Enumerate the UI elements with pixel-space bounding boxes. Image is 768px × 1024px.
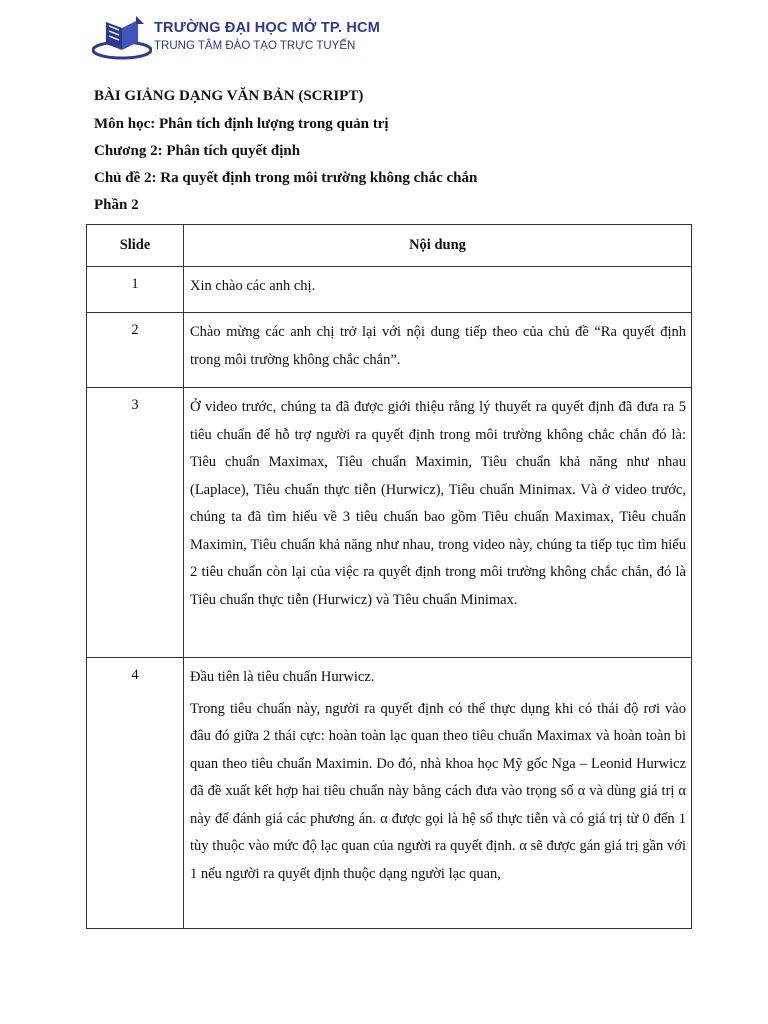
table-row: [87, 388, 692, 658]
subject-heading: Môn học: Phân tích định lượng trong quản trị: [94, 116, 389, 132]
topic-heading: Chủ đề 2: Ra quyết định trong môi trường không chắc chắn: [94, 170, 478, 186]
content-paragraph: Xin chào các anh chị.: [190, 278, 316, 294]
table-row: [87, 658, 692, 929]
slide-content: [184, 658, 692, 929]
slide-content: [184, 388, 692, 658]
content-paragraph: Ở video trước, chúng ta đã được giới thiệu rằng lý thuyết ra quyết định đã đưa ra 5 tiêu chuẩn để hỗ trợ người ra quyết định trong môi trường không chắc chắn đó là: Tiêu chuẩn Maximax, Tiêu chuẩn Maximin, Tiêu chuẩn khả năng như nhau (Laplace), Tiêu chuẩn thực tiễn (Hurwicz), Tiêu chuẩn Minimax. Và ở video trước, chúng ta đã tìm hiểu về 3 tiêu chuẩn bao gồm Tiêu chuẩn Maximax, Tiêu chuẩn Maximin, Tiêu chuẩn khả năng như nhau, trong video này, chúng ta tiếp tục tìm hiểu 2 tiêu chuẩn còn lại của việc ra quyết định trong môi trường không chắc chắn, đó là Tiêu chuẩn thực tiễn (Hurwicz) và Tiêu chuẩn Minimax.: [190, 399, 686, 608]
slide-number: 2: [87, 313, 184, 388]
document-type-heading: BÀI GIẢNG DẠNG VĂN BẢN (SCRIPT): [94, 88, 364, 104]
table-row: [87, 267, 692, 313]
university-logo: [92, 14, 380, 66]
slide-column-header: Slide: [87, 225, 184, 267]
slide-number: 4: [87, 658, 184, 929]
university-name: TRƯỜNG ĐẠI HỌC MỞ TP. HCM: [154, 20, 380, 36]
table-header-row: [87, 225, 692, 267]
content-paragraph: Trong tiêu chuẩn này, người ra quyết định có thể thực dụng khi có thái độ rơi vào đâu đó giữa 2 thái cực: hoàn toàn lạc quan theo tiêu chuẩn Maximax và hoàn toàn bi quan theo tiêu chuẩn Maximin. Do đó, nhà khoa học Mỹ gốc Nga – Leonid Hurwicz đã đề xuất kết hợp hai tiêu chuẩn này bằng cách đưa vào trọng số α và dùng giá trị α này để đánh giá các phương án. α được gọi là hệ số thực tiễn và có giá trị từ 0 đến 1 tùy thuộc vào mức độ lạc quan của người ra quyết định. α sẽ được gán giá trị gần với 1 nếu người ra quyết định thuộc dạng người lạc quan,: [190, 700, 686, 882]
content-paragraph: Đầu tiên là tiêu chuẩn Hurwicz.: [190, 669, 375, 685]
center-name: TRUNG TÂM ĐÀO TẠO TRỰC TUYẾN: [154, 40, 356, 52]
content-paragraph: Chào mừng các anh chị trở lại với nội dung tiếp theo của chủ đề “Ra quyết định trong môi trường không chắc chắn”.: [190, 324, 686, 368]
slide-number: 3: [87, 388, 184, 658]
table-row: [87, 313, 692, 388]
slide-content: [184, 267, 692, 313]
content-column-header: Nội dung: [184, 225, 692, 267]
slide-content: [184, 313, 692, 388]
part-heading: Phần 2: [94, 197, 139, 213]
chapter-heading: Chương 2: Phân tích quyết định: [94, 143, 301, 159]
book-emblem-icon: [92, 14, 152, 62]
slide-number: 1: [87, 267, 184, 313]
script-table: [86, 224, 692, 929]
